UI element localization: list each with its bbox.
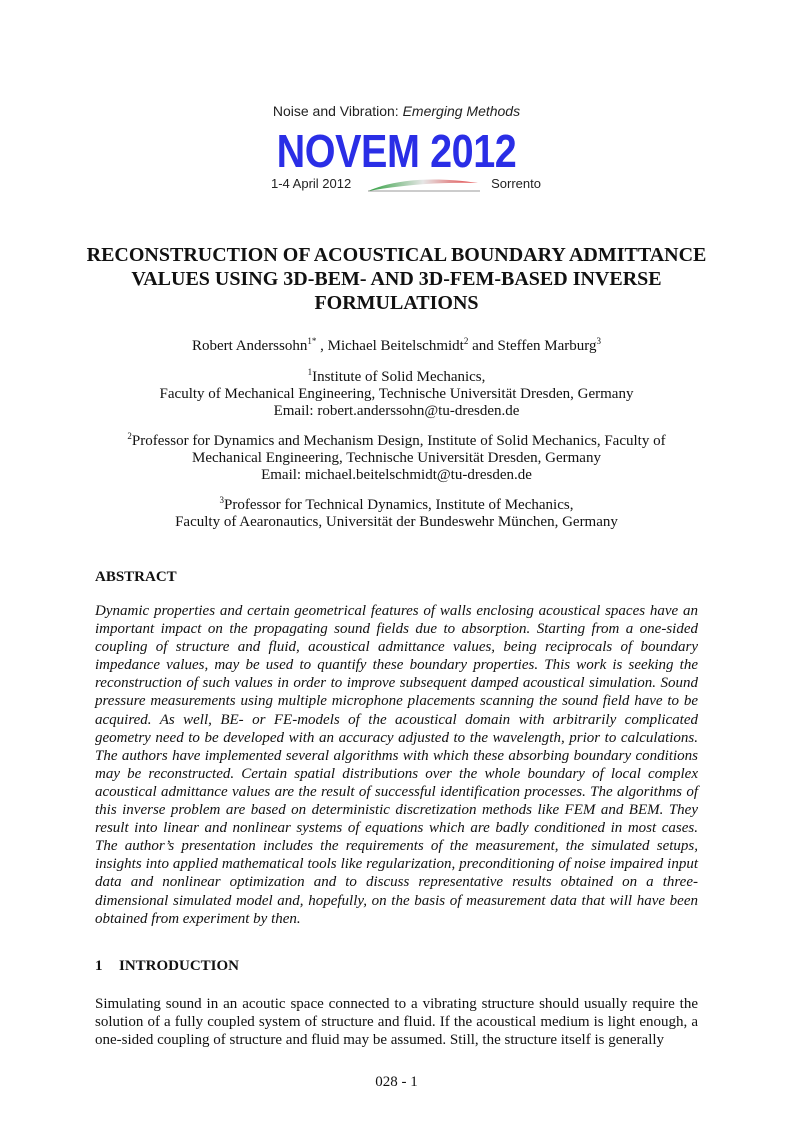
affiliation-line: Faculty of Aearonautics, Universität der Bundeswehr München, Germany: [175, 514, 618, 530]
author-separator: and: [468, 338, 498, 354]
abstract-heading: ABSTRACT: [95, 569, 177, 585]
author-mark: 3: [596, 336, 602, 346]
page-number: 028 - 1: [375, 1074, 418, 1090]
affiliation-mark: 2: [127, 431, 132, 441]
section-heading-introduction: [95, 958, 239, 975]
affiliation-email: Email: robert.anderssohn@tu-dresden.de: [273, 403, 520, 419]
affiliation-line: $^1$Institute of Solid Mechanics,: [307, 367, 486, 385]
swoosh-logo-icon: [368, 177, 480, 193]
author-name: Robert Anderssohn: [191, 338, 308, 354]
author-mark: 1*: [307, 336, 317, 346]
affiliation-email: Email: michael.beitelschmidt@tu-dresden.de: [261, 467, 532, 483]
conference-prefix: Noise and Vibration:: [272, 103, 403, 119]
affiliation-line: Faculty of Mechanical Engineering, Technische Universität Dresden, Germany: [159, 386, 634, 402]
author-name: Steffen Marburg: [497, 338, 597, 354]
affiliation-1: [80, 369, 713, 420]
author-mark: 2: [463, 336, 469, 346]
affiliation-mark: 3: [219, 495, 225, 505]
conference-name: [0, 103, 793, 119]
conference-date: 1-4 April 2012: [271, 176, 352, 191]
abstract-text: Dynamic properties and certain geometrical features of walls enclosing acoustical spaces have an important impact on the propagating sound fields due to absorption. Starting from a one-sided coupling of structure and fluid, acoustical admittance values, being reciprocals of boundary impedance values, may be used to quantify these boundary properties. This work is seeking the reconstruction of such values in order to improve subsequent damped acoustical simulation. Sound pressure measurements using multiple microphone placements scanning the sound field have to be acquired. As well, BE- or FE-models of the acoustical domain with arbitrarily complicated geometry need to be developed with an accuracy adjusted to the wavelength, prior to calculations. The authors have implemented several algorithms with which these absorbing boundary conditions may be reconstructed. Certain spatial distributions over the whole boundary of local complex acoustical admittance values are the result of successful identification processes. The algorithms of this inverse problem are based on deterministic discretization methods like FEM and BEM. They result into linear and nonlinear systems of equations which are badly conditioned in most cases. The author’s presentation includes the requirements of the measurement, the simulated setups, insights into applied mathematical tools like regularization, preconditioning of noise impaired input data and nonlinear optimization and to discuss representative results obtained on a three-dimensional simulated model and, hopefully, on the basis of measurement data that will have been obtained from experiment by then.: [95, 603, 698, 927]
author-separator: ,: [316, 338, 328, 354]
conference-date-location: [271, 176, 541, 194]
affiliation-3: [80, 497, 713, 531]
affiliation-line: Mechanical Engineering, Technische Universität Dresden, Germany: [192, 450, 601, 466]
conference-subtitle: Emerging Methods: [402, 103, 521, 119]
author-list: [80, 338, 713, 355]
affiliation-2: [60, 433, 733, 484]
conference-title: NOVEM 2012: [276, 125, 517, 177]
affiliation-line: $^2$Professor for Dynamics and Mechanism Design, Institute of Solid Mechanics, Faculty of: [127, 431, 666, 449]
section-title: INTRODUCTION: [119, 958, 240, 974]
affiliation-mark: 1: [307, 367, 313, 377]
affiliation-line: $^3$Professor for Technical Dynamics, Institute of Mechanics,: [219, 495, 574, 513]
conference-location: Sorrento: [491, 176, 541, 191]
author-name: Michael Beitelschmidt: [327, 338, 464, 354]
section-number: 1: [95, 958, 103, 974]
paper-title: RECONSTRUCTION OF ACOUSTICAL BOUNDARY ADMITTANCE VALUES USING 3D-BEM- AND 3D-FEM-BASED INVERSE FORMULATIONS: [86, 244, 707, 314]
introduction-text: Simulating sound in an acoutic space connected to a vibrating structure should usually require the solution of a fully coupled system of structure and fluid. If the acoustical medium is light enough, a one-sided coupling of structure and fluid may be assumed. Still, the structure itself is generally: [95, 996, 698, 1049]
